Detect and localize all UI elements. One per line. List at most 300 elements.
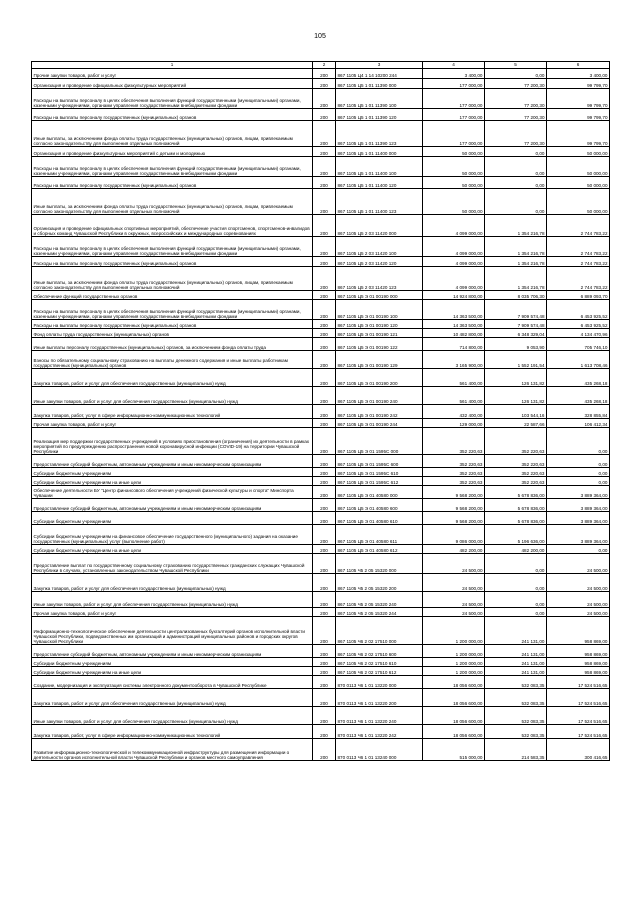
budget-execution-table [31,61,610,761]
row-executed-cell: 1 552 191,54 [485,351,547,369]
row-planned-cell: 352 220,63 [423,428,485,455]
row-name-cell: Субсидии бюджетным учреждениям [32,512,313,525]
row-executed-cell: 532 083,35 [485,725,547,739]
row-remaining-cell: 24 500,00 [547,574,610,592]
row-remaining-cell: 1 613 708,46 [547,351,610,369]
table-row [32,369,610,387]
row-remaining-cell: 24 500,00 [547,608,610,617]
row-executed-cell: 1 354 216,78 [485,237,547,257]
row-planned-cell: 482 200,00 [423,545,485,554]
row-planned-cell: 50 000,00 [423,189,485,215]
table-row [32,338,610,351]
table-row [32,387,610,405]
row-executed-cell: 532 083,35 [485,676,547,689]
row-code-cell: 200 [313,545,336,554]
row-remaining-cell: 24 500,00 [547,554,610,574]
table-row [32,645,610,658]
row-classification-cell: 867 1105 Ч5 2 05 15320 244 [336,608,423,617]
row-remaining-cell: 958 869,00 [547,658,610,667]
row-classification-cell: 867 1105 Ц5 2 03 11420 123 [336,267,423,291]
row-code-cell: 200 [313,658,336,667]
row-remaining-cell: 17 524 516,65 [547,676,610,689]
row-planned-cell: 24 500,00 [423,574,485,592]
row-remaining-cell: 2 744 783,22 [547,215,610,237]
row-executed-cell: 7 909 574,48 [485,320,547,329]
row-executed-cell: 352 220,63 [485,468,547,477]
row-name-cell: Взносы по обязательному социальному страхованию на выплаты денежного содержания и иные выплаты работникам государственных (муниципальных) органов [32,351,313,369]
row-name-cell: Расходы на выплаты персоналу в целях обеспечения выполнения функций государственными (муниципальными) органами, казенными учреждениями, органами управления государственными внебюджетными фондами [32,157,313,177]
row-name-cell: Закупка товаров, работ и услуг для обеспечения государственных (муниципальных) нужд [32,574,313,592]
row-remaining-cell: 958 869,00 [547,667,610,676]
row-code-cell: 200 [313,189,336,215]
row-name-cell: Иные закупки товаров, работ и услуг для обеспечения государственных (муниципальных) нужд [32,592,313,608]
table-row [32,405,610,419]
row-classification-cell: 867 1105 Ч6 2 02 17510 610 [336,658,423,667]
row-classification-cell: 870 0113 Ч6 1 01 13220 000 [336,676,423,689]
row-executed-cell: 0,00 [485,592,547,608]
row-executed-cell: 5 678 836,00 [485,499,547,512]
row-code-cell: 200 [313,689,336,707]
row-remaining-cell: 3 889 364,00 [547,525,610,545]
row-planned-cell: 14 363 500,00 [423,320,485,329]
row-classification-cell: 867 1105 Ц5 Э 01 00190 121 [336,329,423,338]
table-row [32,545,610,554]
row-name-cell: Организация и проведение физкультурных мероприятий с детьми и молодежью [32,147,313,157]
row-name-cell: Создание, модернизация и эксплуатация системы электронного документооборота в Чувашской Республике [32,676,313,689]
table-row [32,554,610,574]
row-classification-cell: 867 1105 Ц5 Э 01 00190 120 [336,320,423,329]
row-planned-cell: 4 099 000,00 [423,257,485,267]
row-code-cell: 200 [313,329,336,338]
row-code-cell: 200 [313,645,336,658]
row-name-cell: Иные закупки товаров, работ и услуг для обеспечения государственных (муниципальных) нужд [32,707,313,725]
row-planned-cell: 24 500,00 [423,554,485,574]
row-remaining-cell: 99 799,70 [547,121,610,147]
row-executed-cell: 352 220,63 [485,477,547,486]
row-remaining-cell: 50 000,00 [547,147,610,157]
row-planned-cell: 9 086 000,00 [423,525,485,545]
row-planned-cell: 177 000,00 [423,109,485,121]
row-name-cell: Обеспечение функций государственных органов [32,291,313,300]
row-classification-cell: 867 1105 Ч6 2 02 17510 000 [336,617,423,645]
row-remaining-cell: 328 855,84 [547,405,610,419]
row-planned-cell: 24 500,00 [423,608,485,617]
row-code-cell: 200 [313,574,336,592]
row-name-cell: Субсидии бюджетным учреждениям [32,658,313,667]
row-code-cell: 200 [313,79,336,89]
row-executed-cell: 103 544,16 [485,405,547,419]
row-classification-cell: 867 1105 Ц5 Э 01 00190 242 [336,405,423,419]
row-executed-cell: 482 200,00 [485,545,547,554]
row-remaining-cell: 2 744 783,22 [547,257,610,267]
row-remaining-cell: 17 524 516,65 [547,707,610,725]
row-remaining-cell: 50 000,00 [547,157,610,177]
row-name-cell: Организация и проведение официальных спортивных мероприятий, обеспечение участия спортсменов, спортсменов-инвалидов и сборных команд Чувашской Республики в окружных, всероссийских и международных соревнованиях [32,215,313,237]
row-planned-cell: 14 363 500,00 [423,300,485,320]
row-planned-cell: 1 200 000,00 [423,617,485,645]
table-row [32,189,610,215]
table-row [32,320,610,329]
row-code-cell: 200 [313,725,336,739]
row-code-cell: 200 [313,157,336,177]
row-remaining-cell: 3 889 364,00 [547,499,610,512]
row-classification-cell: 867 1105 Ц5 1 01 11390 123 [336,121,423,147]
row-planned-cell: 1 200 000,00 [423,667,485,676]
row-classification-cell: 867 1105 Ц5 2 03 11420 120 [336,257,423,267]
row-classification-cell: 867 1105 Ц5 Э 01 00190 000 [336,291,423,300]
row-executed-cell: 8 035 706,30 [485,291,547,300]
row-code-cell: 200 [313,477,336,486]
row-classification-cell: 867 1105 Ч6 2 02 17510 612 [336,667,423,676]
table-row [32,69,610,79]
row-remaining-cell: 2 744 783,22 [547,267,610,291]
row-classification-cell: 867 1105 Ц5 Э 01 1595С 610 [336,468,423,477]
row-remaining-cell: 0,00 [547,477,610,486]
row-code-cell: 200 [313,89,336,109]
table-row [32,512,610,525]
column-header: 6 [547,62,610,69]
row-classification-cell: 867 1105 Ц5 Э 01 1595С 000 [336,428,423,455]
row-planned-cell: 14 924 800,00 [423,291,485,300]
row-classification-cell: 867 1105 Ц5 Э 01 00190 200 [336,369,423,387]
row-executed-cell: 532 083,35 [485,707,547,725]
row-remaining-cell: 6 453 925,52 [547,300,610,320]
row-executed-cell: 1 354 216,78 [485,215,547,237]
table-row [32,300,610,320]
row-code-cell: 200 [313,739,336,761]
row-code-cell: 200 [313,676,336,689]
table-row [32,455,610,468]
row-code-cell: 200 [313,267,336,291]
row-executed-cell: 77 200,30 [485,121,547,147]
row-executed-cell: 0,00 [485,189,547,215]
row-executed-cell: 126 131,82 [485,369,547,387]
row-planned-cell: 9 568 200,00 [423,499,485,512]
table-row [32,725,610,739]
row-code-cell: 200 [313,468,336,477]
row-code-cell: 200 [313,512,336,525]
row-planned-cell: 177 000,00 [423,89,485,109]
row-code-cell: 200 [313,428,336,455]
row-classification-cell: 867 1105 Ц5 Э 01 40580 600 [336,499,423,512]
row-planned-cell: 352 220,63 [423,477,485,486]
row-classification-cell: 867 1105 Ц5 1 01 11400 000 [336,147,423,157]
row-remaining-cell: 2 744 783,22 [547,237,610,257]
row-code-cell: 200 [313,237,336,257]
row-classification-cell: 867 1105 Ц5 Э 01 1595С 600 [336,455,423,468]
row-name-cell: Субсидии бюджетным учреждениям на иные цели [32,477,313,486]
row-name-cell: Субсидии бюджетным учреждениям на иные цели [32,545,313,554]
table-row [32,257,610,267]
row-remaining-cell: 17 524 516,65 [547,725,610,739]
row-remaining-cell: 3 400,00 [547,69,610,79]
table-header-row [32,62,610,69]
table-row [32,574,610,592]
table-row [32,237,610,257]
row-classification-cell: 867 1105 Ц5 1 01 11390 100 [336,89,423,109]
row-name-cell: Прочая закупка товаров, работ и услуг [32,419,313,428]
row-code-cell: 200 [313,121,336,147]
table-row [32,658,610,667]
row-name-cell: Предоставление субсидий бюджетным, автономным учреждениям и иным некоммерческим организациям [32,499,313,512]
row-name-cell: Расходы на выплаты персоналу в целях обеспечения выполнения функций государственными (муниципальными) органами, казенными учреждениями, органами управления государственными внебюджетными фондами [32,89,313,109]
row-planned-cell: 515 000,00 [423,739,485,761]
row-classification-cell: 867 1105 Ц5 2 03 11420 100 [336,237,423,257]
row-code-cell: 200 [313,215,336,237]
row-executed-cell: 1 354 216,78 [485,257,547,267]
row-planned-cell: 50 000,00 [423,157,485,177]
row-name-cell: Закупка товаров, работ и услуг для обеспечения государственных (муниципальных) нужд [32,689,313,707]
row-code-cell: 200 [313,351,336,369]
row-name-cell: Субсидии бюджетным учреждениям [32,468,313,477]
table-row [32,291,610,300]
row-name-cell: Иные выплаты персоналу государственных (муниципальных) органов, за исключением фонда оплаты труда [32,338,313,351]
row-remaining-cell: 300 416,65 [547,739,610,761]
table-row [32,667,610,676]
row-executed-cell: 241 131,00 [485,617,547,645]
row-name-cell: Прочие закупки товаров, работ и услуг [32,69,313,79]
row-classification-cell: 867 1105 Ц5 1 01 11400 123 [336,189,423,215]
row-classification-cell: 867 1105 Ц5 Э 01 40580 612 [336,545,423,554]
row-planned-cell: 18 056 600,00 [423,725,485,739]
row-planned-cell: 9 568 200,00 [423,512,485,525]
table-row [32,739,610,761]
row-name-cell: Расходы на выплаты персоналу государственных (муниципальных) органов [32,257,313,267]
row-name-cell: Иные закупки товаров, работ и услуг для обеспечения государственных (муниципальных) нужд [32,387,313,405]
row-executed-cell: 0,00 [485,177,547,189]
row-code-cell: 200 [313,147,336,157]
row-executed-cell: 77 200,30 [485,79,547,89]
row-name-cell: Иные выплаты, за исключением фонда оплаты труда государственных (муниципальных) органов, лицам, привлекаемым согласно законодательству для выполнения отдельных полномочий [32,189,313,215]
row-planned-cell: 18 056 600,00 [423,707,485,725]
row-executed-cell: 22 587,66 [485,419,547,428]
row-planned-cell: 50 000,00 [423,177,485,189]
row-code-cell: 200 [313,69,336,79]
row-remaining-cell: 50 000,00 [547,177,610,189]
row-code-cell: 200 [313,257,336,267]
row-code-cell: 200 [313,554,336,574]
row-planned-cell: 18 056 600,00 [423,676,485,689]
row-planned-cell: 177 000,00 [423,121,485,147]
row-name-cell: Закупка товаров, работ, услуг в сфере информационно-коммуникационных технологий [32,405,313,419]
column-header: 1 [32,62,313,69]
column-header: 3 [336,62,423,69]
row-executed-cell: 5 678 836,00 [485,486,547,499]
row-classification-cell: 870 0113 Ч6 1 01 13220 240 [336,707,423,725]
row-planned-cell: 129 000,00 [423,419,485,428]
row-classification-cell: 867 1105 Ц5 Э 01 00190 122 [336,338,423,351]
table-row [32,676,610,689]
row-name-cell: Расходы на выплаты персоналу государственных (муниципальных) органов [32,177,313,189]
row-classification-cell: 867 1105 Ч6 2 02 17510 600 [336,645,423,658]
table-row [32,109,610,121]
row-remaining-cell: 17 524 516,65 [547,689,610,707]
row-planned-cell: 352 220,63 [423,468,485,477]
table-row [32,592,610,608]
row-code-cell: 200 [313,592,336,608]
table-row [32,499,610,512]
row-code-cell: 200 [313,525,336,545]
row-planned-cell: 4 099 000,00 [423,237,485,257]
row-name-cell: Закупка товаров, работ и услуг для обеспечения государственных (муниципальных) нужд [32,369,313,387]
row-name-cell: Обеспечение деятельности БУ "Центр финансового обеспечения учреждений физической культуры и спорта" Минспорта Чувашии [32,486,313,499]
row-planned-cell: 10 482 800,00 [423,329,485,338]
table-row [32,329,610,338]
row-executed-cell: 7 909 574,48 [485,300,547,320]
table-row [32,608,610,617]
row-remaining-cell: 4 134 470,96 [547,329,610,338]
row-name-cell: Реализация мер поддержки государственных учреждений в условиях приостановления (ограничения) их деятельности в рамках мероприятий по предупреждению распространения новой коронавирусной инфекции (COVID-19) на территории Чувашской Республики [32,428,313,455]
row-remaining-cell: 0,00 [547,428,610,455]
table-row [32,419,610,428]
row-remaining-cell: 6 889 093,70 [547,291,610,300]
row-remaining-cell: 24 500,00 [547,592,610,608]
row-planned-cell: 4 099 000,00 [423,215,485,237]
table-row [32,707,610,725]
row-classification-cell: 867 1105 Ц5 Э 01 40580 000 [336,486,423,499]
row-classification-cell: 867 1105 Ч5 2 05 15320 000 [336,554,423,574]
row-remaining-cell: 106 412,34 [547,419,610,428]
table-row [32,121,610,147]
row-executed-cell: 1 354 216,78 [485,267,547,291]
table-row [32,525,610,545]
row-code-cell: 200 [313,486,336,499]
row-name-cell: Информационно-технологическое обеспечение деятельности централизованных бухгалтерий органов исполнительной власти Чувашской Республики, подведомственных им организаций и администраций муниципальных районов и городских округов Чувашской Республики [32,617,313,645]
table-row [32,157,610,177]
row-name-cell: Предоставление субсидий бюджетным, автономным учреждениям и иным некоммерческим организациям [32,455,313,468]
row-executed-cell: 0,00 [485,554,547,574]
row-classification-cell: 867 1105 Ц5 Э 01 40580 610 [336,512,423,525]
row-executed-cell: 77 200,30 [485,89,547,109]
row-code-cell: 200 [313,455,336,468]
row-name-cell: Предоставление выплат по государственному социальному страхованию государственных гражданских служащих Чувашской Республики в случаях, установленных законодательством Чувашской Республики [32,554,313,574]
row-classification-cell: 867 1105 Ц5 Э 01 00190 240 [336,387,423,405]
row-remaining-cell: 0,00 [547,455,610,468]
row-name-cell: Закупка товаров, работ, услуг в сфере информационно-коммуникационных технологий [32,725,313,739]
row-name-cell: Расходы на выплаты персоналу в целях обеспечения выполнения функций государственными (муниципальными) органами, казенными учреждениями, органами управления государственными внебюджетными фондами [32,300,313,320]
row-planned-cell: 177 000,00 [423,79,485,89]
row-remaining-cell: 3 889 364,00 [547,512,610,525]
row-name-cell: Иные выплаты, за исключением фонда оплаты труда государственных (муниципальных) органов, лицам, привлекаемым согласно законодательству для выполнения отдельных полномочий [32,267,313,291]
table-row [32,486,610,499]
row-code-cell: 200 [313,338,336,351]
row-remaining-cell: 0,00 [547,468,610,477]
row-classification-cell: 867 1105 Ц4 1 14 10200 244 [336,69,423,79]
row-planned-cell: 3 400,00 [423,69,485,79]
row-remaining-cell: 435 268,18 [547,369,610,387]
row-remaining-cell: 3 889 364,00 [547,486,610,499]
row-classification-cell: 867 1105 Ч5 2 05 15320 240 [336,592,423,608]
row-executed-cell: 352 220,63 [485,455,547,468]
row-code-cell: 200 [313,320,336,329]
row-executed-cell: 9 053,90 [485,338,547,351]
row-classification-cell: 870 0113 Ч6 1 01 13220 242 [336,725,423,739]
row-classification-cell: 867 1105 Ц5 1 01 11390 120 [336,109,423,121]
row-name-cell: Фонд оплаты труда государственных (муниципальных) органов [32,329,313,338]
column-header: 2 [313,62,336,69]
table-row [32,177,610,189]
column-header: 5 [485,62,547,69]
table-row [32,79,610,89]
row-executed-cell: 6 348 329,04 [485,329,547,338]
table-row [32,477,610,486]
row-code-cell: 200 [313,617,336,645]
row-planned-cell: 352 220,63 [423,455,485,468]
row-name-cell: Расходы на выплаты персоналу государственных (муниципальных) органов [32,109,313,121]
row-code-cell: 200 [313,419,336,428]
row-executed-cell: 0,00 [485,147,547,157]
row-code-cell: 200 [313,369,336,387]
row-executed-cell: 241 131,00 [485,667,547,676]
row-executed-cell: 352 220,63 [485,428,547,455]
row-code-cell: 200 [313,499,336,512]
row-executed-cell: 5 678 836,00 [485,512,547,525]
row-executed-cell: 5 196 636,00 [485,525,547,545]
row-classification-cell: 867 1105 Ц5 Э 01 00190 129 [336,351,423,369]
row-code-cell: 200 [313,387,336,405]
row-code-cell: 200 [313,608,336,617]
row-planned-cell: 1 200 000,00 [423,658,485,667]
table-row [32,351,610,369]
row-executed-cell: 241 131,00 [485,658,547,667]
row-classification-cell: 867 1105 Ц5 1 01 11400 120 [336,177,423,189]
row-code-cell: 200 [313,109,336,121]
row-planned-cell: 18 056 600,00 [423,689,485,707]
row-name-cell: Расходы на выплаты персоналу в целях обеспечения выполнения функций государственными (муниципальными) органами, казенными учреждениями, органами управления государственными внебюджетными фондами [32,237,313,257]
row-planned-cell: 3 165 900,00 [423,351,485,369]
row-code-cell: 200 [313,300,336,320]
row-executed-cell: 0,00 [485,608,547,617]
page-number: 105 [314,33,326,40]
row-planned-cell: 432 400,00 [423,405,485,419]
row-name-cell: Организация и проведение официальных физкультурных мероприятий [32,79,313,89]
row-name-cell: Субсидии бюджетным учреждениям на иные цели [32,667,313,676]
row-classification-cell: 867 1105 Ц5 Э 01 00190 100 [336,300,423,320]
row-code-cell: 200 [313,291,336,300]
row-planned-cell: 561 400,00 [423,369,485,387]
row-code-cell: 200 [313,667,336,676]
row-code-cell: 200 [313,177,336,189]
row-remaining-cell: 99 799,70 [547,89,610,109]
row-executed-cell: 0,00 [485,69,547,79]
row-classification-cell: 867 1105 Ц5 Э 01 40580 611 [336,525,423,545]
table-row [32,617,610,645]
row-remaining-cell: 99 799,70 [547,109,610,121]
row-name-cell: Прочая закупка товаров, работ и услуг [32,608,313,617]
row-classification-cell: 870 0113 Ч6 1 01 13240 000 [336,739,423,761]
row-classification-cell: 870 0113 Ч6 1 01 13220 200 [336,689,423,707]
table-row [32,468,610,477]
row-classification-cell: 867 1105 Ц5 1 01 11400 100 [336,157,423,177]
row-planned-cell: 50 000,00 [423,147,485,157]
row-executed-cell: 532 083,35 [485,689,547,707]
row-planned-cell: 714 800,00 [423,338,485,351]
table-row [32,89,610,109]
row-executed-cell: 0,00 [485,574,547,592]
row-executed-cell: 214 583,35 [485,739,547,761]
row-remaining-cell: 705 746,10 [547,338,610,351]
table-row [32,428,610,455]
row-name-cell: Развитие информационно-технологической и телекоммуникационной инфраструктуры для размещения информации о деятельности органов исполнительной власти Чувашской Республики и органов местного самоуправления [32,739,313,761]
row-executed-cell: 126 131,82 [485,387,547,405]
table-row [32,267,610,291]
row-name-cell: Предоставление субсидий бюджетным, автономным учреждениям и иным некоммерческим организациям [32,645,313,658]
row-executed-cell: 241 131,00 [485,645,547,658]
row-planned-cell: 1 200 000,00 [423,645,485,658]
row-classification-cell: 867 1105 Ц5 1 01 11390 000 [336,79,423,89]
row-remaining-cell: 435 268,18 [547,387,610,405]
row-classification-cell: 867 1105 Ц5 Э 01 00190 244 [336,419,423,428]
